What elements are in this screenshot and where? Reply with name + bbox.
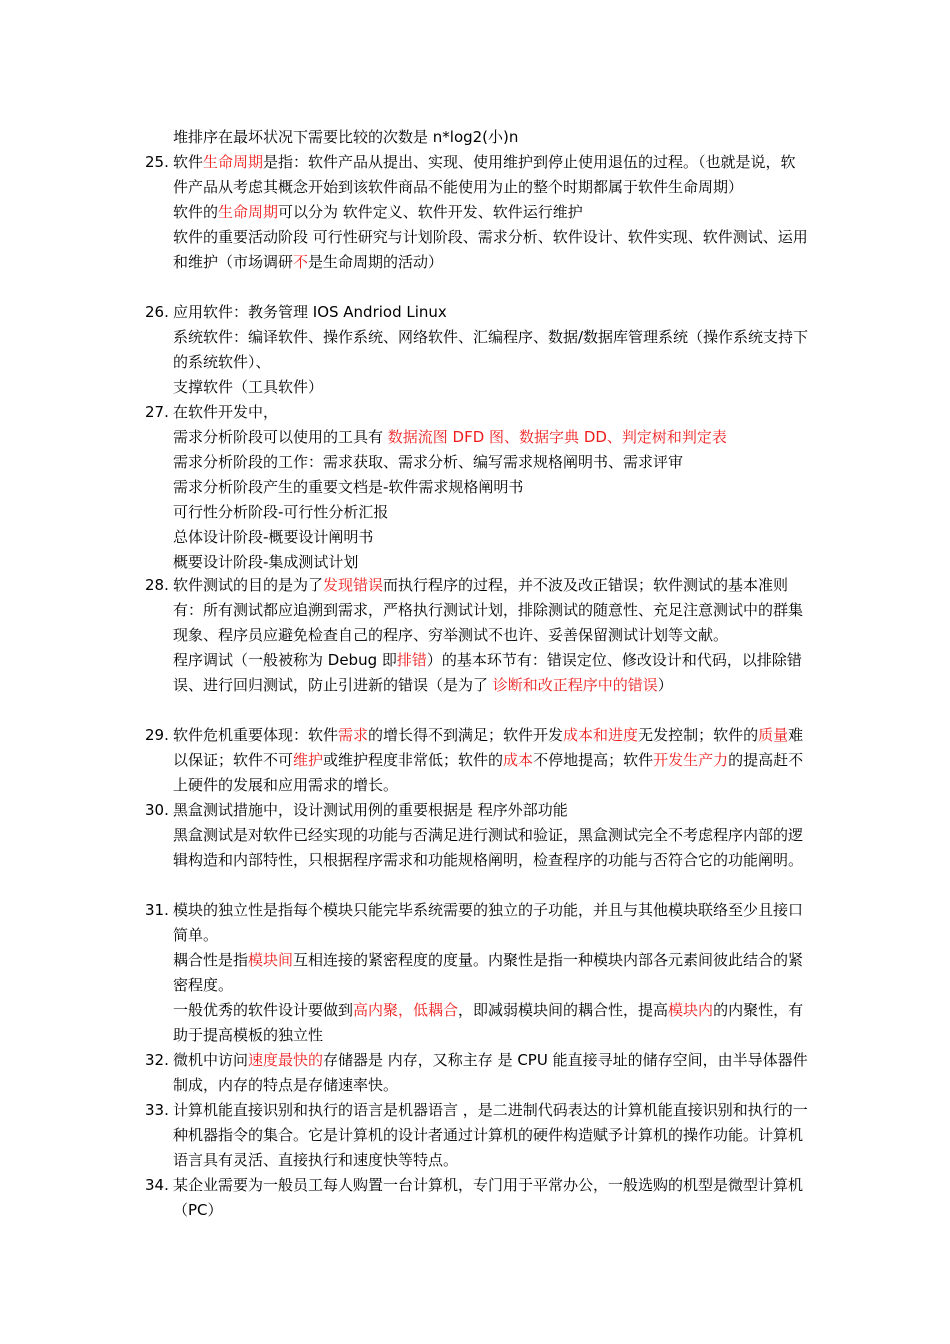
paragraph: 程序调试（一般被称为 Debug 即排错）的基本环节有：错误定位、修改设计和代码，以排除错误、进行回归测试，防止引进新的错误（是为了 诊断和改正程序中的错误） bbox=[173, 651, 802, 694]
highlight-term: 高内聚，低耦合 bbox=[353, 1001, 459, 1019]
paragraph: 需求分析阶段的工作：需求获取、需求分析、编写需求规格阐明书、需求评审 bbox=[173, 453, 684, 471]
paragraph: 在软件开发中， bbox=[173, 403, 279, 421]
list-item-26 bbox=[145, 300, 810, 400]
list-item-27 bbox=[145, 400, 810, 575]
paragraph: 一般优秀的软件设计要做到高内聚，低耦合，即减弱模块间的耦合性，提高模块内的内聚性，有助于提高模板的独立性 bbox=[173, 1001, 804, 1044]
highlight-term: 成本和进度 bbox=[563, 726, 639, 744]
item-number: 26. bbox=[145, 303, 169, 321]
paragraph: 系统软件：编译软件、操作系统、网络软件、汇编程序、数据/数据库管理系统（操作系统支持下的系统软件）、 bbox=[173, 328, 809, 371]
highlight-term: 模块间 bbox=[248, 951, 294, 969]
item-number: 34. bbox=[145, 1176, 169, 1194]
paragraph: 需求分析阶段产生的重要文档是-软件需求规格阐明书 bbox=[173, 478, 524, 496]
paragraph: 微机中访问速度最快的存储器是 内存，又称主存 是 CPU 能直接寻址的储存空间，由半导体器件制成，内存的特点是存储速率快。 bbox=[173, 1051, 808, 1094]
paragraph: 耦合性是指模块间互相连接的紧密程度的度量。内聚性是指一种模块内部各元素间彼此结合的紧密程度。 bbox=[173, 951, 804, 994]
paragraph: 软件生命周期是指：软件产品从提出、实现、使用维护到停止使用退伍的过程。（也就是说，软件产品从考虑其概念开始到该软件商品不能使用为止的整个时期都属于软件生命周期） bbox=[173, 153, 796, 196]
highlight-term: 维护 bbox=[293, 751, 324, 769]
item-number: 27. bbox=[145, 403, 169, 421]
highlight-term: 排错 bbox=[396, 651, 427, 669]
paragraph: 总体设计阶段-概要设计阐明书 bbox=[173, 528, 374, 546]
list-item-32 bbox=[145, 1048, 810, 1098]
highlight-term: 质量 bbox=[758, 726, 789, 744]
item-number: 32. bbox=[145, 1051, 169, 1069]
highlight-term: 发现错误 bbox=[323, 576, 384, 594]
intro-line bbox=[145, 125, 810, 150]
paragraph: 需求分析阶段可以使用的工具有 数据流图 DFD 图、数据字典 DD、判定树和判定表 bbox=[173, 428, 727, 446]
paragraph: 计算机能直接识别和执行的语言是机器语言 ，是二进制代码表达的计算机能直接识别和执行的一种机器指令的集合。它是计算机的设计者通过计算机的硬件构造赋予计算机的操作功能。计算机语言具有灵活、直接执行和速度快等特点。 bbox=[173, 1101, 808, 1169]
list-item-28 bbox=[145, 573, 810, 698]
paragraph: 某企业需要为一般员工每人购置一台计算机，专门用于平常办公，一般选购的机型是微型计算机（PC） bbox=[173, 1176, 804, 1219]
highlight-term: 不 bbox=[293, 253, 309, 271]
list-item-31 bbox=[145, 898, 810, 1048]
paragraph: 概要设计阶段-集成测试计划 bbox=[173, 553, 359, 571]
paragraph: 黑盒测试是对软件已经实现的功能与否满足进行测试和验证，黑盒测试完全不考虑程序内部的逻辑构造和内部特性，只根据程序需求和功能规格阐明，检查程序的功能与否符合它的功能阐明。 bbox=[173, 826, 804, 869]
highlight-term: 生命周期 bbox=[218, 203, 279, 221]
intro-text: 堆排序在最坏状况下需要比较的次数是 n*log2(小)n bbox=[173, 128, 519, 146]
paragraph: 软件测试的目的是为了发现错误而执行程序的过程，并不波及改正错误；软件测试的基本准则有：所有测试都应追溯到需求，严格执行测试计划，排除测试的随意性、充足注意测试中的群集现象、程序员应避免检查自己的程序、穷举测试不也许、妥善保留测试计划等文献。 bbox=[173, 576, 804, 644]
paragraph: 支撑软件（工具软件） bbox=[173, 378, 324, 396]
highlight-term: 需求 bbox=[338, 726, 369, 744]
highlight-term: 成本 bbox=[503, 751, 534, 769]
item-number: 33. bbox=[145, 1101, 169, 1119]
item-number: 28. bbox=[145, 576, 169, 594]
highlight-term: 生命周期 bbox=[203, 153, 264, 171]
highlight-term: 速度最快的 bbox=[248, 1051, 324, 1069]
paragraph: 软件危机重要体现：软件需求的增长得不到满足；软件开发成本和进度无发控制；软件的质量难以保证；软件不可维护或维护程度非常低；软件的成本不停地提高；软件开发生产力的提高赶不上硬件的发展和应用需求的增长。 bbox=[173, 726, 804, 794]
list-item-30 bbox=[145, 798, 810, 873]
item-number: 30. bbox=[145, 801, 169, 819]
paragraph: 可行性分析阶段-可行性分析汇报 bbox=[173, 503, 389, 521]
paragraph: 软件的生命周期可以分为 软件定义、软件开发、软件运行维护 bbox=[173, 203, 583, 221]
item-number: 29. bbox=[145, 726, 169, 744]
highlight-term: 开发生产力 bbox=[653, 751, 729, 769]
paragraph: 应用软件：教务管理 IOS Andriod Linux bbox=[173, 303, 447, 321]
highlight-term: 诊断和改正程序中的错误 bbox=[492, 676, 658, 694]
item-number: 25. bbox=[145, 153, 169, 171]
paragraph: 黑盒测试措施中，设计测试用例的重要根据是 程序外部功能 bbox=[173, 801, 568, 819]
highlight-term: 数据流图 DFD 图、数据字典 DD、判定树和判定表 bbox=[387, 428, 727, 446]
paragraph: 模块的独立性是指每个模块只能完毕系统需要的独立的子功能，并且与其他模块联络至少且接口简单。 bbox=[173, 901, 804, 944]
paragraph: 软件的重要活动阶段 可行性研究与计划阶段、需求分析、软件设计、软件实现、软件测试、运用和维护（市场调研不是生命周期的活动） bbox=[173, 228, 808, 271]
highlight-term: 模块内 bbox=[668, 1001, 714, 1019]
list-item-34 bbox=[145, 1173, 810, 1223]
item-number: 31. bbox=[145, 901, 169, 919]
list-item-25 bbox=[145, 150, 810, 275]
list-item-29 bbox=[145, 723, 810, 798]
list-item-33 bbox=[145, 1098, 810, 1173]
